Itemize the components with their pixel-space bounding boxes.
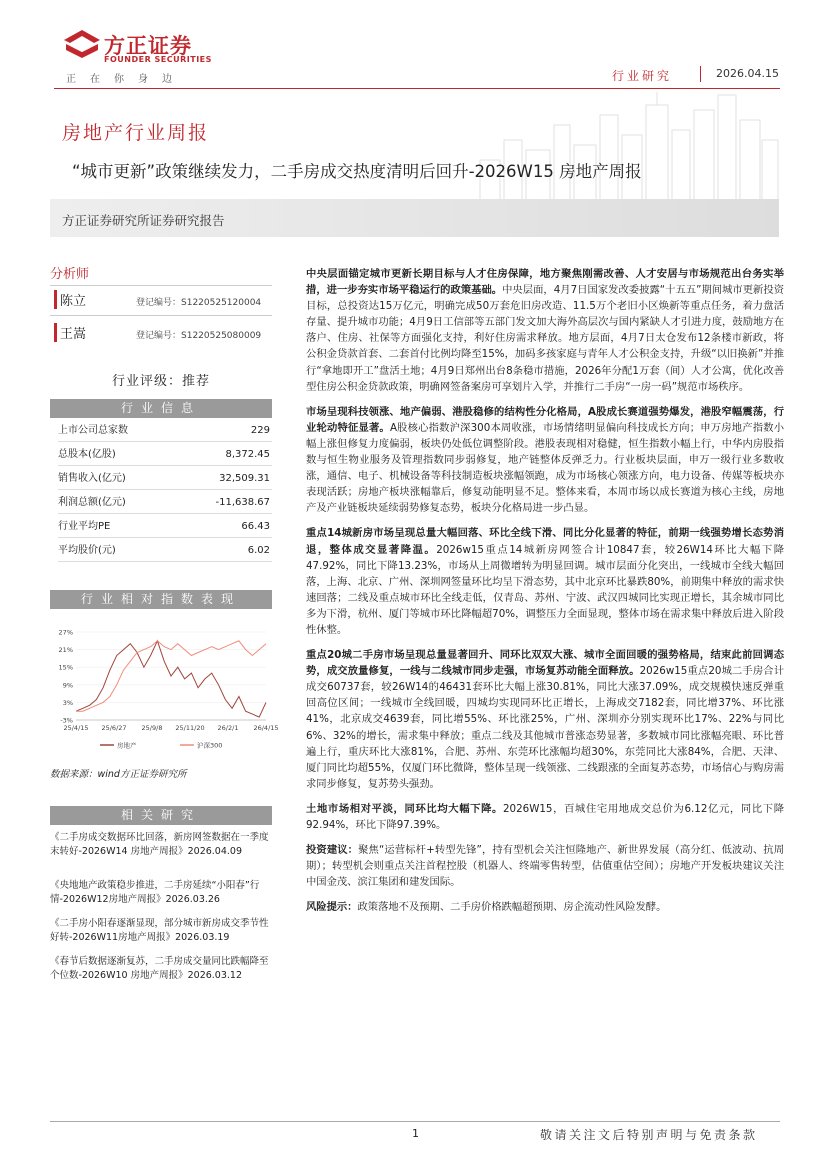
x-tick-label: 26/2/1 bbox=[217, 724, 239, 732]
info-label: 销售收入(亿元) bbox=[58, 473, 126, 484]
paragraph-lead: 投资建议： bbox=[306, 844, 359, 857]
x-tick-label: 25/9/8 bbox=[141, 724, 163, 732]
y-tick-label: 3% bbox=[62, 698, 73, 707]
series-line-0 bbox=[76, 641, 266, 717]
info-row bbox=[58, 492, 272, 514]
report-category: 行业研究 bbox=[612, 69, 673, 83]
info-value: -11,638.67 bbox=[215, 497, 270, 508]
y-tick-label: 21% bbox=[58, 646, 73, 655]
page-number: 1 bbox=[412, 1127, 419, 1140]
body-paragraph bbox=[306, 525, 784, 638]
paragraph-lead: 重点20城二手房市场呈现总量显著回升、同环比双双大涨、城市全面回暖的强势格局，结束此前回调态势，成交放量修复，一线与二线城市同步走强，市场复苏动能全面释放。 bbox=[306, 649, 784, 678]
y-tick-label: 15% bbox=[58, 663, 73, 672]
report-title: “城市更新”政策继续发力，二手房成交热度清明后回升-2026W15 房地产周报 bbox=[72, 162, 642, 181]
related-report-link[interactable]: 《二手房小阳春逐渐显现，部分城市新房成交季节性好转-2026W11房地产周报》2026.03.19 bbox=[50, 918, 269, 943]
footer-rule bbox=[50, 1121, 780, 1122]
info-value: 66.43 bbox=[241, 521, 270, 532]
info-row bbox=[58, 468, 272, 490]
paragraph-lead: 市场呈现科技领涨、地产偏弱、港股稳修的结构性分化格局，A股成长赛道强势爆发，港股窄幅震荡，行业轮动特征显著。 bbox=[306, 405, 784, 434]
report-type-title: 房地产行业周报 bbox=[62, 122, 210, 144]
info-row bbox=[58, 444, 272, 466]
brand-slogan: 正在你身边 bbox=[66, 74, 186, 85]
paragraph-text: 2026w15重点14城新房网签合计10847套，较26W14环比大幅下降47.92%，同比下降13.23%，市场从上周微增转为明显回调。城市层面分化突出，一线城市全线大幅回落，上海、北京、广州、深圳网签量环比均呈下滑态势，其中北京环比暴跌80%，前期集中释放的需求快速回落；二线及重点城市环比全线走低，仅青岛、苏州、宁波、武汉四城同比实现正增长，其余城市同比多为下滑，杭州、厦门等城市环比降幅超70%，调整压力全面显现，整体市场在需求集中释放后进入阶段性休整。 bbox=[306, 543, 784, 636]
related-report-link[interactable]: 《央地地产政策稳步推进，二手房延续“小阳春”行情-2026W12房地产周报》2026.03.26 bbox=[50, 880, 260, 905]
x-tick-label: 25/11/20 bbox=[175, 724, 205, 732]
body-paragraph bbox=[306, 647, 784, 792]
body-paragraph bbox=[306, 404, 784, 517]
divider bbox=[50, 315, 272, 316]
info-label: 总股本(亿股) bbox=[58, 449, 116, 460]
header-rule bbox=[54, 88, 780, 89]
index-chart-heading: 行业相对指数表现 bbox=[50, 590, 272, 609]
skyline-illustration bbox=[470, 90, 780, 200]
info-value: 8,372.45 bbox=[225, 449, 270, 460]
analyst-name: 王嵩 bbox=[54, 323, 86, 342]
divider bbox=[50, 285, 272, 286]
paragraph-text: 2026w15重点20城二手房合计成交60737套，较26W14的46431套环比大幅上涨30.81%，同比大涨37.09%，成交规模快速反弹重回高位区间；一线城市全线回暖，四城均实现同环比正增长，上海成交7182套，同比增37%、环比涨41%，北京成交4639套，同比增55%、环比涨25%，广州、深圳亦分别实现环比17%、22%与同比6%、32%的增长，需求集中释放；重点二线及其他城市普涨态势显著，多数城市同比涨幅亮眼、环比普遍上行，重庆环比大涨81%，合肥、苏州、东莞环比涨幅均超30%，东莞同比大涨84%，合肥、天津、厦门同比均超55%，仅厦门环比微降，整体呈现一线领涨、二线跟涨的全面复苏态势，市场信心与购房需求同步修复，复苏势头强劲。 bbox=[306, 665, 784, 790]
info-label: 上市公司总家数 bbox=[58, 425, 128, 436]
brand-name-en: FOUNDER SECURITIES bbox=[104, 55, 212, 64]
related-research-heading: 相关研究 bbox=[50, 806, 272, 825]
paragraph-text: 聚焦“运营标杆+转型先锋”，持有型机会关注恒隆地产、新世界发展（高分红、低波动、抗周期）；转型机会则重点关注首程控股（机器人、终端零售转型，估值重估空间）；房地产开发板块建议关注中国金茂、滨江集团和建发国际。 bbox=[306, 844, 785, 889]
info-label: 行业平均PE bbox=[58, 521, 111, 532]
paragraph-text: A股核心指数沪深300本周收涨，市场情绪明显偏向科技成长方向；申万房地产指数小幅上涨但修复力度偏弱，板块仍处低位调整阶段。港股表现相对稳健，恒生指数小幅上行，中华内房股指数与恒生物业服务及管理指数同步弱修复，地产链整体反弹乏力。行业板块层面，申万一级行业多数收涨，通信、电子、机械设备等科技制造板块涨幅领跑，成为市场核心领涨方向，电力设备、传媒等板块亦表现活跃；房地产板块涨幅靠后，修复动能明显不足。整体来看，本周市场以成长赛道为核心主线，房地产及产业链板块延续弱势修复态势，板块分化格局进一步凸显。 bbox=[306, 421, 785, 515]
body-paragraph bbox=[306, 266, 784, 395]
info-value: 32,509.31 bbox=[219, 473, 270, 484]
related-report-link[interactable]: 《二手房成交数据环比回落，新房网签数据在一季度末转好-2026W14 房地产周报》2026.04.09 bbox=[50, 832, 269, 857]
x-tick-label: 25/4/15 bbox=[63, 724, 89, 732]
report-body bbox=[306, 266, 784, 924]
data-source: 数据来源：wind方正证券研究所 bbox=[50, 769, 187, 780]
info-label: 利润总额(亿元) bbox=[58, 497, 126, 508]
paragraph-text: 2026W15，百城住宅用地成交总价为6.12亿元，同比下降92.94%，环比下降97.39%。 bbox=[306, 802, 784, 831]
y-tick-label: -3% bbox=[60, 716, 73, 725]
report-date: 2026.04.15 bbox=[716, 67, 779, 80]
industry-rating: 行业评级：推荐 bbox=[111, 374, 210, 389]
header-separator bbox=[700, 66, 701, 82]
founder-logo-mark bbox=[60, 28, 104, 64]
x-tick-label: 26/4/15 bbox=[253, 724, 279, 732]
legend-label: 沪深300 bbox=[197, 741, 223, 750]
y-tick-label: 9% bbox=[62, 681, 73, 690]
industry-info-heading: 行业信息 bbox=[50, 399, 272, 418]
body-paragraph bbox=[306, 801, 784, 833]
analyst-name: 陈立 bbox=[54, 290, 86, 309]
relative-index-chart bbox=[50, 620, 279, 755]
analyst-registration: 登记编号：S1220525120004 bbox=[136, 298, 262, 308]
paragraph-lead: 中央层面锚定城市更新长期目标与人才住房保障，地方聚焦刚需改善、人才安居与市场规范出台务实举措，进一步夯实市场平稳运行的政策基础。 bbox=[306, 268, 784, 297]
y-tick-label: 27% bbox=[58, 628, 73, 637]
info-row bbox=[58, 516, 272, 538]
disclaimer-note: 敬请关注文后特别声明与免责条款 bbox=[540, 1128, 758, 1142]
paragraph-lead: 风险提示： bbox=[306, 901, 358, 914]
legend-label: 房地产 bbox=[117, 741, 137, 750]
info-value: 6.02 bbox=[247, 545, 270, 556]
related-report-link[interactable]: 《春节后数据逐渐复苏，二手房成交量同比跌幅降至个位数-2026W10 房地产周报》2026.03.12 bbox=[50, 956, 269, 981]
brand-name-cn: 方正证券 bbox=[104, 34, 192, 58]
paragraph-lead: 土地市场相对平淡，同环比均大幅下降。 bbox=[306, 802, 503, 815]
info-label: 平均股价(元) bbox=[58, 545, 116, 556]
body-paragraph bbox=[306, 899, 784, 915]
paragraph-text: 政策落地不及预期、二手房价格跌幅超预期、房企流动性风险发酵。 bbox=[357, 901, 667, 914]
x-tick-label: 25/6/27 bbox=[101, 724, 127, 732]
analyst-heading: 分析师 bbox=[50, 267, 90, 282]
body-paragraph bbox=[306, 842, 784, 890]
info-value: 229 bbox=[250, 425, 270, 436]
info-row bbox=[58, 420, 272, 442]
analyst-registration: 登记编号：S1220525080009 bbox=[136, 331, 262, 341]
institute-label: 方正证券研究所证券研究报告 bbox=[62, 213, 225, 228]
info-row bbox=[58, 540, 272, 562]
paragraph-text: 中央层面，4月7日国家发改委披露“十五五”期间城市更新投资目标，总投资达15万亿元，明确完成50万套危旧房改造、11.5万个老旧小区焕新等重点任务，着力盘活存量、提升城市功能；4月9日工信部等五部门发文加大海外高层次与国内紧缺人才引进力度，鼓励地方在落户、住房、社保等方面强化支持，利好住房需求释放。地方层面，4月7日太仓发布12条楼市新政，将公积金贷款首套、二套首付比例均降至15%，加码多孩家庭与青年人才公积金支持，升级“以旧换新”并推行“拿地即开工”盘活土地；4月9日郑州出台8条稳市措施，2026年分配1万套（间）人才公寓，优化改善型住房公积金贷款政策，明确网签备案房可享划片入学，并推行二手房“一房一码”规范市场秩序。 bbox=[306, 284, 784, 393]
paragraph-lead: 重点14城新房市场呈现总量大幅回落、环比全线下滑、同比分化显著的特征，前期一线强势增长态势消退，整体成交显著降温。 bbox=[306, 527, 784, 556]
